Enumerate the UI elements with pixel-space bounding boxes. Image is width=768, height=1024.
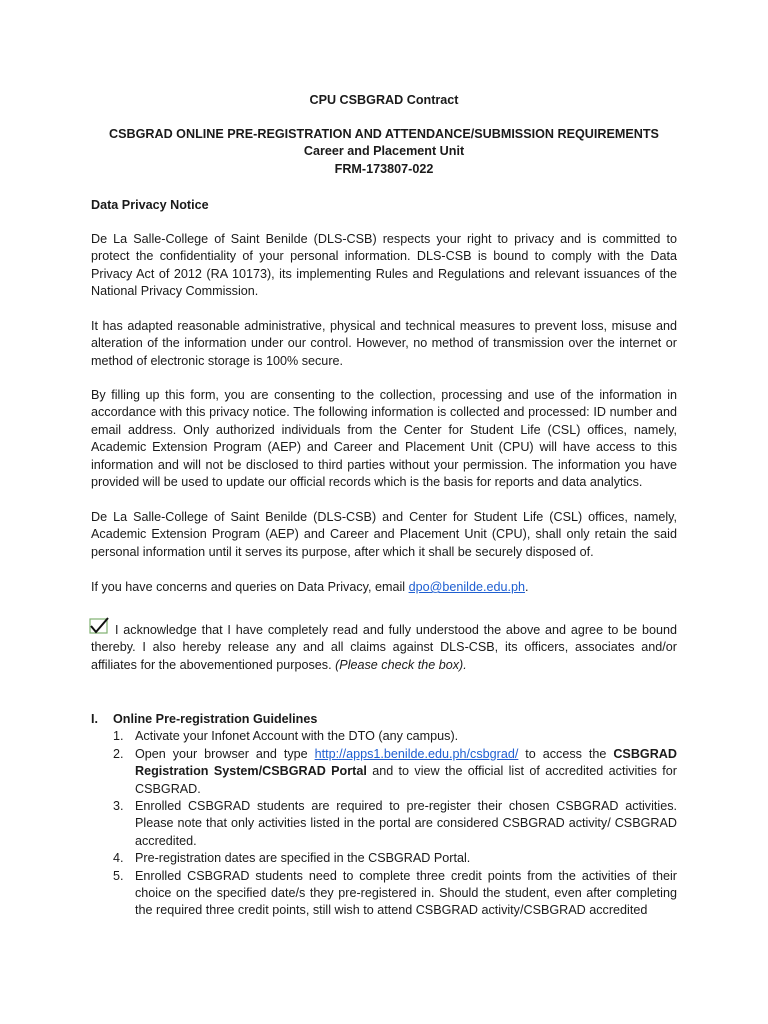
item-number: 3. [113,799,124,814]
item-text: Pre-registration dates are specified in the CSBGRAD Portal. [135,851,471,866]
list-item [113,868,677,920]
header-line-3: FRM-173807-022 [334,161,434,176]
item-text: to access the [518,746,614,761]
paragraph: It has adapted reasonable administrative, physical and technical measures to prevent loss, misuse and alteration of the information under our control. However, no method of transmission over the internet or method of electronic storage is 100% secure. [91,319,677,368]
item-text: Enrolled CSBGRAD students are required to pre-register their chosen CSBGRAD activities. Please note that only activities listed in the portal are considered CSBGRAD activity/ CSBGRAD accredited. [135,799,677,848]
contact-text: If you have concerns and queries on Data Privacy, email [91,580,409,594]
list-item [113,728,677,745]
paragraph: De La Salle-College of Saint Benilde (DLS-CSB) and Center for Student Life (CSL) offices, namely, Academic Extension Program (AEP) and Career and Placement Unit (CPU), shall only retain the said personal information until it serves its purpose, after which it shall be securely disposed of. [91,510,677,559]
acknowledge-note: (Please check the box). [335,657,467,672]
item-text: Open your browser and type [135,746,315,761]
guidelines-list [113,728,677,919]
header-line-1: CSBGRAD ONLINE PRE-REGISTRATION AND ATTENDANCE/SUBMISSION REQUIREMENTS [109,127,659,141]
contact-end: . [525,580,529,594]
list-item [113,798,677,850]
header-line-2: Career and Placement Unit [303,144,465,159]
list-item [113,850,677,867]
item-text: Enrolled CSBGRAD students need to complete three credit points from the activities of their choice on the specified date/s they pre-registered in. Should the student, even after completing the required three credit points, still wish to attend CSBGRAD activity/CSBGRAD accredited [135,868,677,918]
form-header [91,126,677,178]
guidelines-section [91,711,677,920]
item-number: 2. [113,746,124,761]
privacy-heading: Data Privacy Notice [91,198,209,212]
portal-name: CSBGRAD Registration System/CSBGRAD Portal [135,746,677,779]
privacy-contact [91,579,677,596]
email-link[interactable]: dpo@benilde.edu.ph [408,580,526,594]
item-number: 1. [113,729,124,744]
acknowledge-text: I acknowledge that I have completely read and fully understood the above and agree to be bound thereby. I also hereby release any and all claims against DLS-CSB, its officers, associates and/or affiliates for the abovementioned purposes. [91,623,677,672]
section-heading [91,711,677,728]
item-text: Activate your Infonet Account with the DTO (any campus). [135,729,459,744]
acknowledge-statement [91,622,677,674]
item-number: 4. [113,851,124,866]
item-number: 5. [113,868,124,883]
section-number: I. [91,712,98,726]
paragraph: De La Salle-College of Saint Benilde (DLS-CSB) respects your right to privacy and is committed to protect the confidentiality of your personal information. DLS-CSB is bound to comply with the Data Privacy Act of 2012 (RA 10173), its implementing Rules and Regulations and relevant issuances of the National Privacy Commission. [91,232,677,299]
list-item [113,746,677,798]
section-title: Online Pre-registration Guidelines [113,712,318,726]
portal-link[interactable]: http://apps1.benilde.edu.ph/csbgrad/ [314,746,519,761]
document-title: CPU CSBGRAD Contract [309,93,459,107]
paragraph: By filling up this form, you are consenting to the collection, processing and use of the information in accordance with this privacy notice. The following information is collected and processed: ID number and email address. Only authorized individuals from the Center for Student Life (CSL) offices, namely, Academic Extension Program (AEP) and Career and Placement Unit (CPU) will have access to this information and will not be disclosed to third parties without your permission. The information you have provided will be used to update our official records which is the basis for reports and data analytics. [91,388,677,490]
item-text: and to view the official list of accredited activities for CSBGRAD. [135,764,677,796]
